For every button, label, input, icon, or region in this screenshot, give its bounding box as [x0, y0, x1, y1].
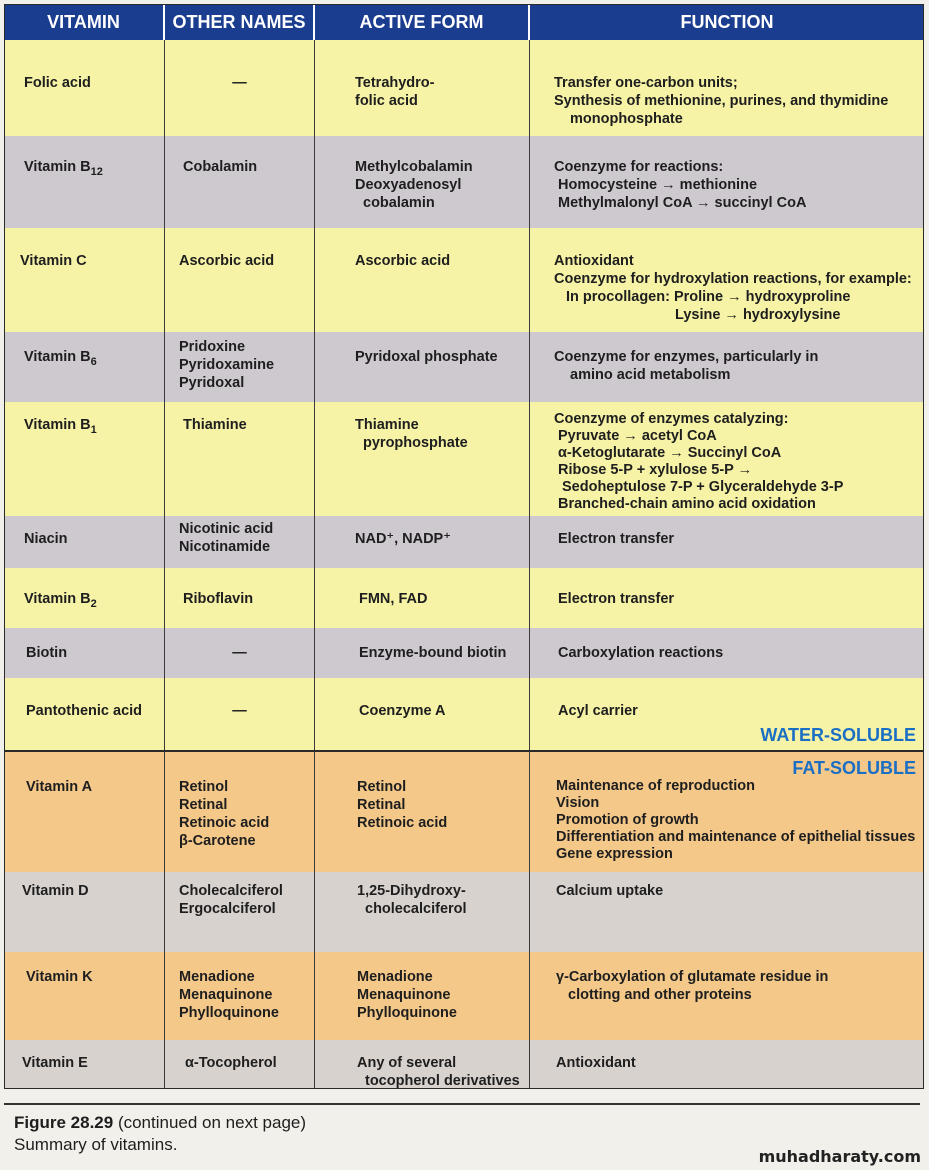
function: Maintenance of reproduction Vision Promotion of growth Differentiation and maintenance of epithelial tissues Gene expression: [530, 752, 924, 872]
table-header: [4, 4, 924, 40]
table-row: [4, 332, 924, 402]
fat-soluble-label: FAT-SOLUBLE: [792, 758, 916, 778]
function: Acyl carrier: [558, 703, 638, 719]
header-active-form: ACTIVE FORM: [315, 4, 530, 40]
other-names: Cobalamin: [165, 136, 315, 228]
vitamin-name: Biotin: [4, 628, 165, 678]
other-names: Riboflavin: [165, 568, 315, 628]
other-names: Cholecalciferol Ergocalciferol: [165, 872, 315, 952]
active-form: Thiamine pyrophosphate: [315, 402, 530, 516]
table-row: [4, 872, 924, 952]
other-names: α-Tocopherol: [165, 1040, 315, 1089]
function: Calcium uptake: [556, 883, 664, 899]
function: Coenzyme for enzymes, particularly in amino acid metabolism: [554, 349, 819, 383]
vitamin-name: Vitamin C: [4, 228, 165, 332]
vitamin-name: Vitamin $B_1$: [4, 402, 165, 516]
function: Transfer one-carbon units; Synthesis of methionine, purines, and thymidine monophosphate: [554, 75, 889, 127]
vitamin-name: Vitamin $B_{12}$: [4, 136, 165, 228]
active-form: Any of several tocopherol derivatives: [315, 1040, 530, 1089]
function: Coenzyme of enzymes catalyzing: Pyruvate → acetyl CoA α-Ketoglutarate → Succinyl CoA Ribose 5-P + xylulose 5-P → Sedoheptulose 7-P + Glyceraldehyde 3-P Branched-chain amino acid oxidation: [554, 411, 844, 512]
figure-number: Figure 28.29: [14, 1113, 114, 1132]
water-soluble-label: WATER-SOLUBLE: [760, 725, 916, 745]
vitamin-name: Vitamin $B_2$: [4, 568, 165, 628]
site-watermark: muhadharaty.com: [758, 1147, 921, 1166]
active-form: Retinol Retinal Retinoic acid: [315, 752, 530, 872]
vitamin-name: Vitamin A: [4, 752, 165, 872]
header-other-names: OTHER NAMES: [165, 4, 315, 40]
table-row: [4, 628, 924, 678]
vitamin-name: Vitamin E: [4, 1040, 165, 1089]
header-function: FUNCTION: [680, 12, 774, 32]
table-row: [4, 1040, 924, 1089]
other-names: Pridoxine Pyridoxamine Pyridoxal: [165, 332, 315, 402]
table-row: [4, 516, 924, 568]
other-names: Thiamine: [165, 402, 315, 516]
other-names: Retinol Retinal Retinoic acid β-Carotene: [165, 752, 315, 872]
active-form: FMN, FAD: [315, 568, 530, 628]
function: γ-Carboxylation of glutamate residue in clotting and other proteins: [556, 969, 829, 1003]
active-form: NAD⁺, NADP⁺: [315, 516, 530, 568]
other-names: —: [165, 40, 315, 136]
header-vitamin: VITAMIN: [4, 4, 165, 40]
caption-divider: [4, 1103, 920, 1105]
vitamin-name: Pantothenic acid: [4, 678, 165, 752]
active-form: Coenzyme A: [315, 678, 530, 752]
active-form: Menadione Menaquinone Phylloquinone: [315, 952, 530, 1040]
table-row: [4, 402, 924, 516]
figure-title: Summary of vitamins.: [14, 1135, 178, 1154]
figure-note: (continued on next page): [113, 1113, 307, 1132]
other-names: Ascorbic acid: [165, 228, 315, 332]
table-row: [4, 136, 924, 228]
other-names: Nicotinic acid Nicotinamide: [165, 516, 315, 568]
vitamin-name: Folic acid: [4, 40, 165, 136]
active-form: Enzyme-bound biotin: [315, 628, 530, 678]
active-form: Ascorbic acid: [315, 228, 530, 332]
function: Electron transfer: [558, 531, 675, 547]
vitamin-name: Vitamin K: [4, 952, 165, 1040]
function: Coenzyme for reactions: Homocysteine → methionine Methylmalonyl CoA → succinyl CoA: [554, 159, 807, 211]
active-form: 1,25-Dihydroxy- cholecalciferol: [315, 872, 530, 952]
active-form: Pyridoxal phosphate: [315, 332, 530, 402]
function: Electron transfer: [558, 591, 675, 607]
function: Antioxidant: [556, 1055, 636, 1071]
table-row: [4, 568, 924, 628]
other-names: —: [165, 678, 315, 752]
vitamin-name: Vitamin $B_6$: [4, 332, 165, 402]
function: Carboxylation reactions: [558, 645, 724, 661]
function: Antioxidant Coenzyme for hydroxylation reactions, for example: In procollagen: Proline → hydroxyproline Lysine → hydroxylysine: [554, 253, 912, 323]
vitamin-name: Vitamin D: [4, 872, 165, 952]
figure-caption: [14, 1112, 306, 1156]
active-form: Methylcobalamin Deoxyadenosyl cobalamin: [315, 136, 530, 228]
other-names: —: [165, 628, 315, 678]
table-row: [4, 228, 924, 332]
table-row: [4, 40, 924, 136]
active-form: Tetrahydro- folic acid: [315, 40, 530, 136]
other-names: Menadione Menaquinone Phylloquinone: [165, 952, 315, 1040]
table-row: [4, 752, 924, 872]
table-row: [4, 952, 924, 1040]
vitamin-table: [4, 4, 924, 1089]
vitamin-name: Niacin: [4, 516, 165, 568]
